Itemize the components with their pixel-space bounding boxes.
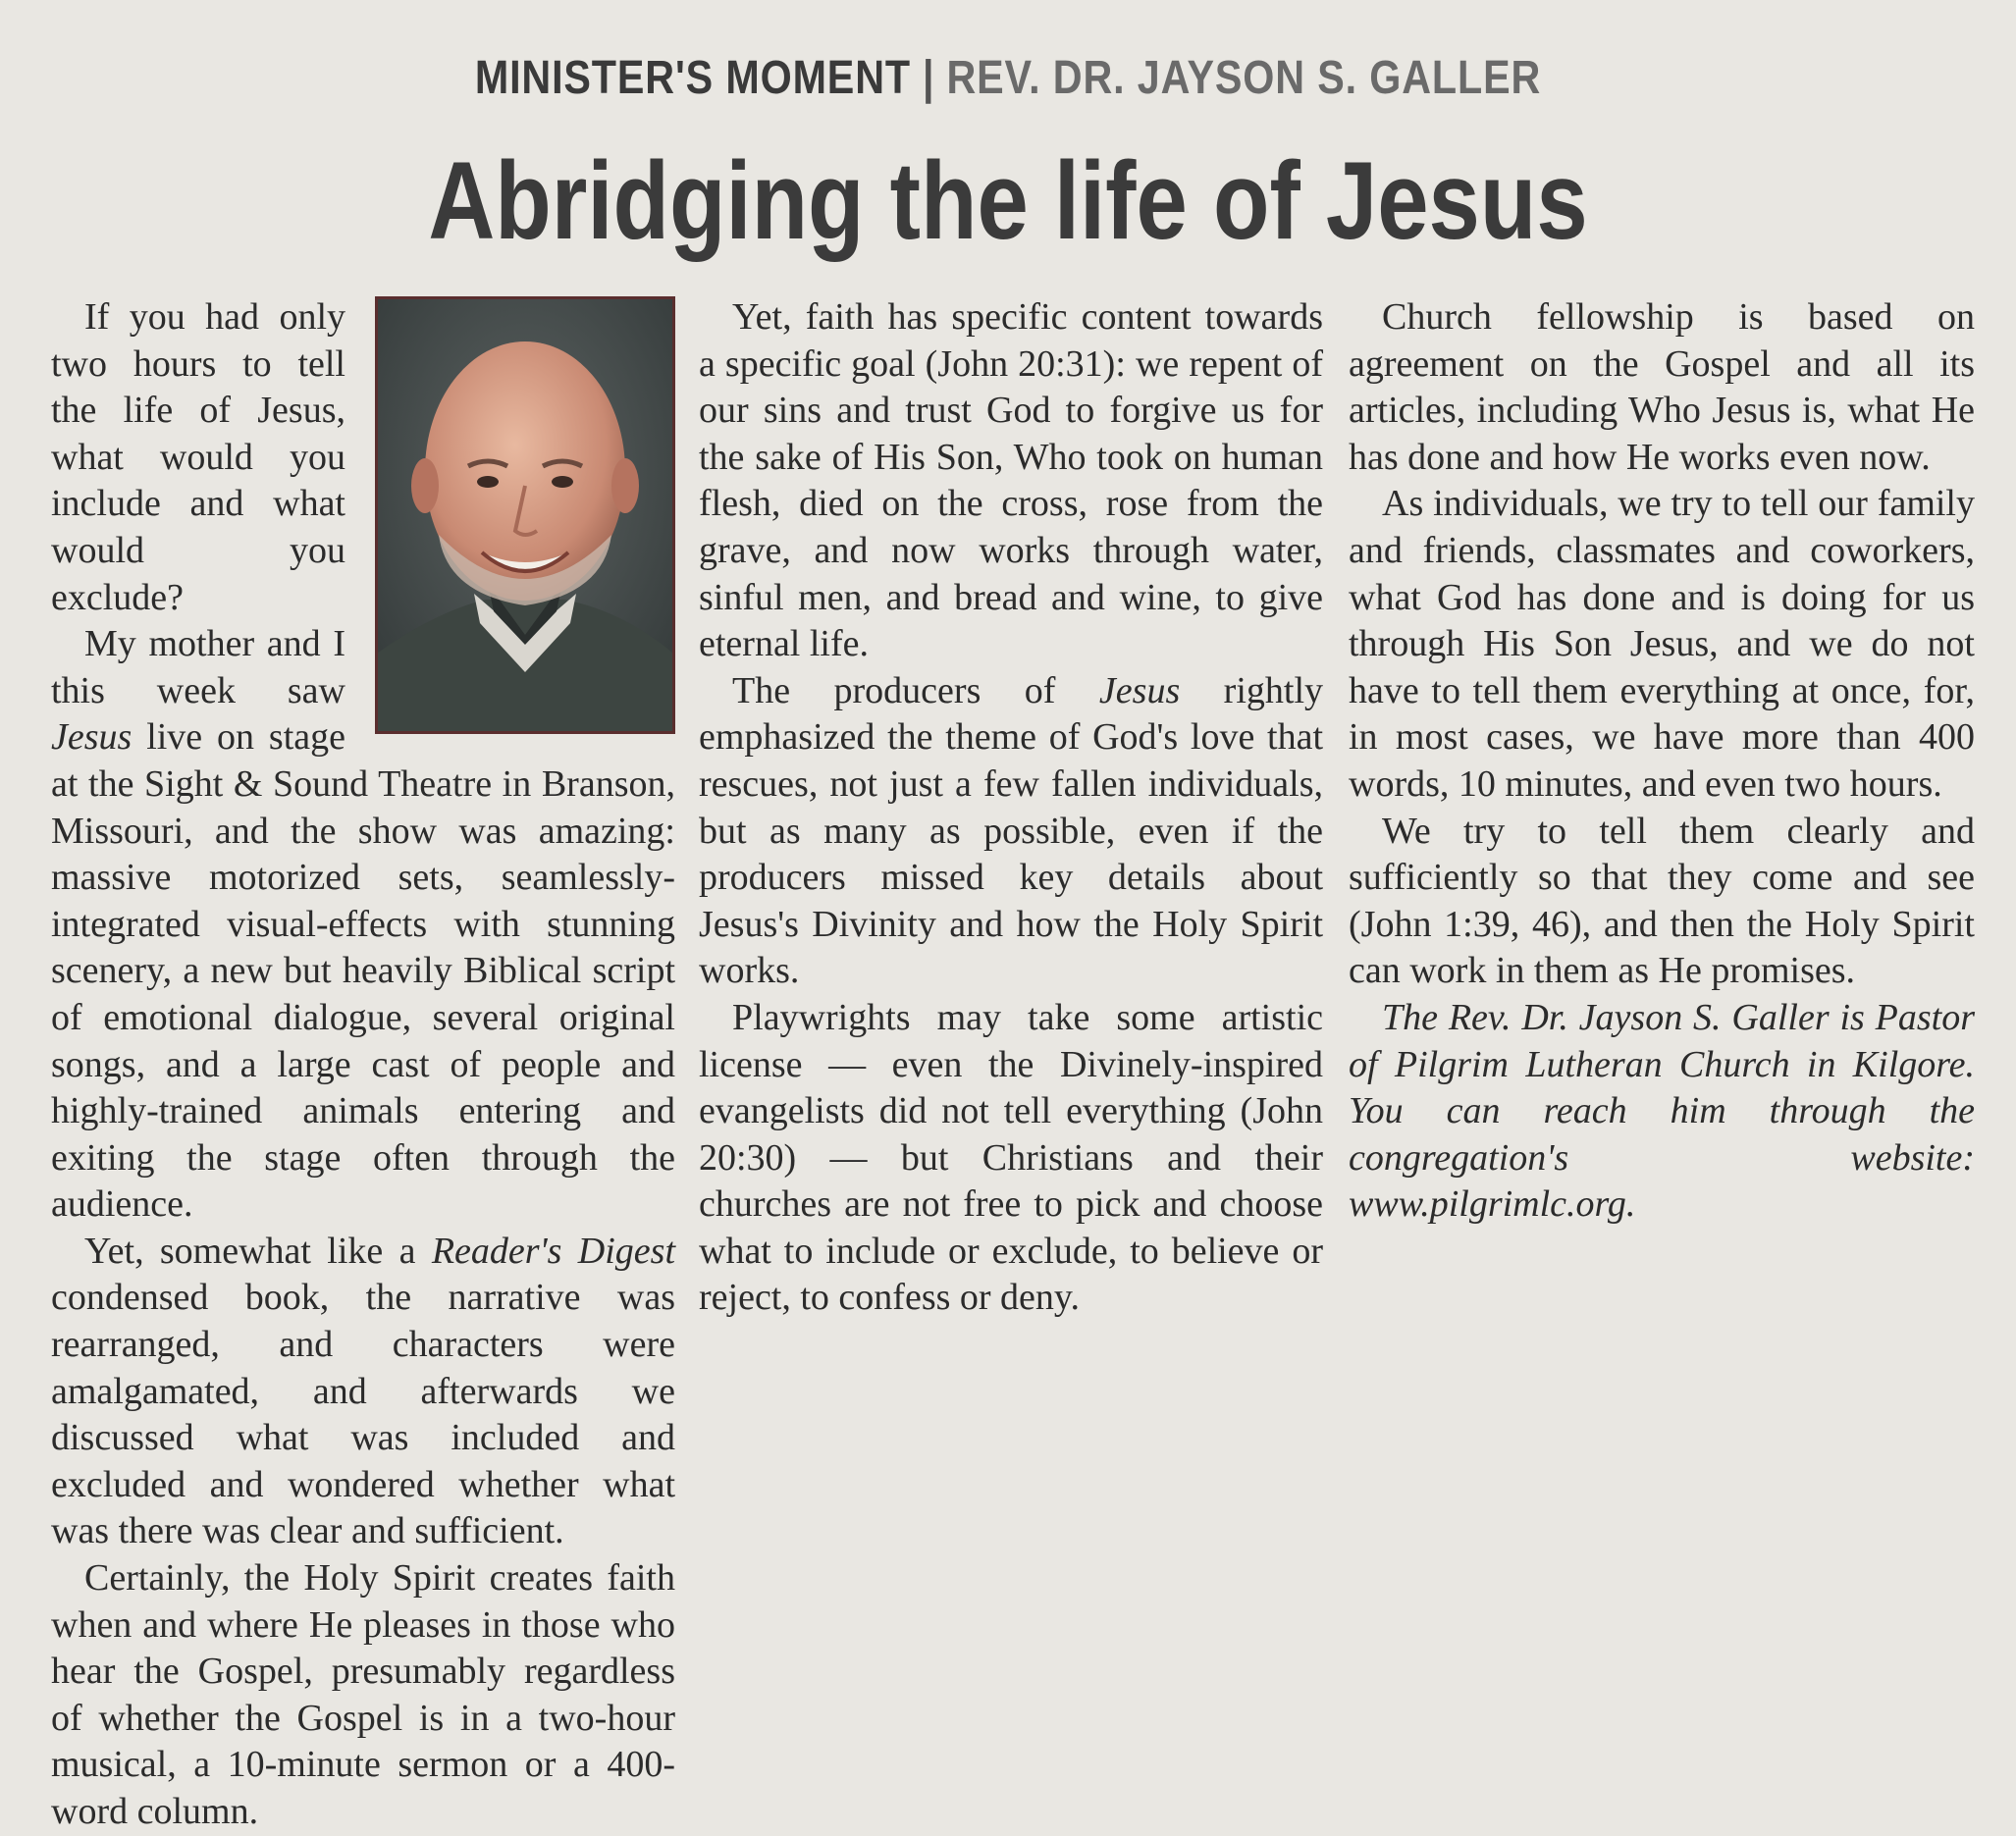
kicker-separator: | [922,52,935,104]
paragraph-4: Certainly, the Holy Spirit creates faith when and where He pleases in those who hear the Gospel, presumably regardless of whether the Gospel is in a two-hour musical, a 10-minute sermon or a 400-word column. [51,1557,675,1832]
paragraph-3-body: condensed book, the narrative was rearranged, and characters were amalgamated, and afterwards we discussed what was included and excluded and wondered whether what was there was clear and sufficient. [51,1277,675,1552]
paragraph-7: Playwrights may take some artistic license — even the Divinely-inspired evangelists did not tell everything (John 20:30) — but Christians and their churches are not free to pick and choose what to include or exclude, to believe or reject, to confess or deny. [699,996,1323,1319]
paragraph-3-lead: Yet, somewhat like a [84,1230,432,1272]
article-column-2 [699,294,1323,1322]
paragraph-6-lead: The producers of [732,669,1099,711]
show-title-emphasis-2: Jesus [1098,669,1181,711]
paragraph-1: If you had only two hours to tell the life of Jesus, what would you include and what would you exclude? [51,296,345,618]
article-headline: Abridging the life of Jesus [428,139,1588,262]
author-byline: REV. DR. JAYSON S. GALLER [946,52,1542,104]
author-bio: The Rev. Dr. Jayson S. Galler is Pastor of Pilgrim Lutheran Church in Kilgore. You can reach him through the congregation's website: www.pilgrimlc.org. [1349,996,1975,1226]
paragraph-2-lead: My mother and I this week saw [51,623,345,711]
paragraph-5: Yet, faith has specific content towards a specific goal (John 20:31): we repent of our sins and trust God to forgive us for the sake of His Son, Who took on human flesh, died on the cross, rose from the grave, and now works through water, sinful men, and bread and wine, to give eternal life. [699,296,1323,665]
paragraph-6-body: rightly emphasized the theme of God's love that rescues, not just a few fallen individuals, but as many as possible, even if the producers missed key details about Jesus's Divinity and how the Holy Spirit works. [699,669,1324,992]
paragraph-9: As individuals, we try to tell our family and friends, classmates and coworkers, what God has done and is doing for us through His Son Jesus, and we do not have to tell them everything at once, for, in most cases, we have more than 400 words, 10 minutes, and even two hours. [1349,483,1975,805]
paragraph-10: We try to tell them clearly and sufficiently so that they come and see (John 1:39, 46), and then the Holy Spirit can work in them as He promises. [1349,810,1975,992]
section-name: MINISTER'S MOMENT [474,52,911,104]
article-column-1 [51,294,675,1836]
paragraph-8: Church fellowship is based on agreement on the Gospel and all its articles, including Who Jesus is, what He has done and how He works even now. [1349,296,1975,478]
author-portrait-photo [375,296,675,734]
show-title-emphasis: Jesus [51,716,133,759]
paragraph-2-body: live on stage at the Sight & Sound Theatre in Branson, Missouri, and the show was amazing: massive motorized sets, seamlessly-integrated visual-effects with stunning scenery, a new but heavily Biblical script of emotional dialogue, several original songs, and a large cast of people and highly-trained animals entering and exiting the stage often through the audience. [51,716,675,1226]
portrait-image [378,299,672,731]
article-column-3 [1349,294,1975,1229]
section-kicker [141,51,1875,110]
publication-title-emphasis: Reader's Digest [431,1230,675,1272]
